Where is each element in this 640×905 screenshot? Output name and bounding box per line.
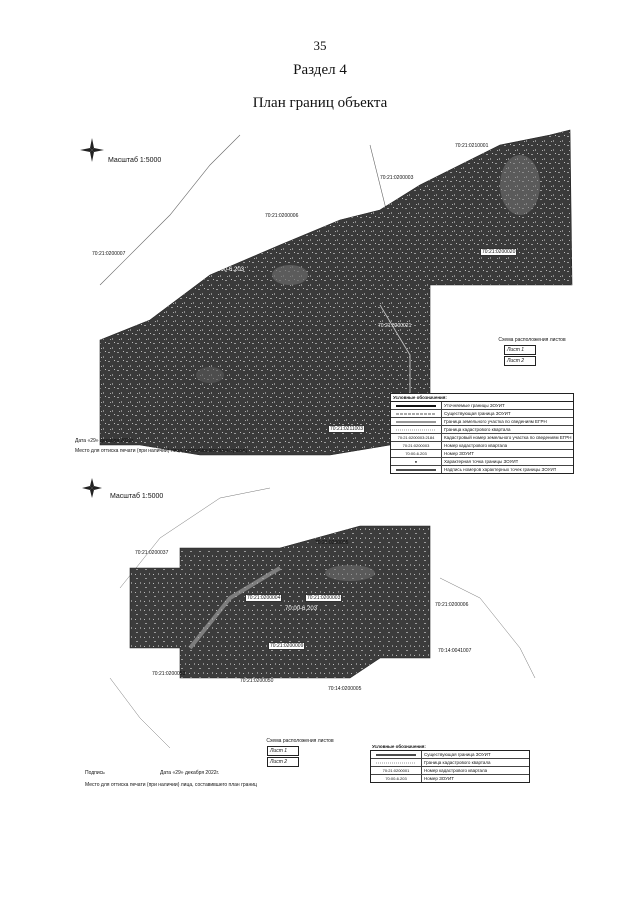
- parcel-label: 70:21:0200021: [378, 323, 412, 329]
- parcel-label: 70:21:0200003: [380, 175, 414, 181]
- parcel-label: 70:21:0200004: [247, 595, 281, 601]
- parcel-label: 70:21:0211003: [330, 426, 363, 432]
- boundary-line: [440, 578, 535, 678]
- legend-row: ● Характерная точка границы ЗОУИТ: [391, 458, 573, 466]
- object-territory: [130, 526, 430, 678]
- legend-row: 70:21:0200003:2184 Кадастровый номер земельного участка по сведениям ЕГРН: [391, 434, 573, 442]
- parcel-label: 70:14:0200005: [328, 686, 362, 692]
- section-title: Раздел 4: [293, 62, 347, 78]
- page-number: 35: [313, 38, 327, 53]
- north-arrow-icon: [80, 138, 104, 162]
- legend-row: Надпись номеров характерных точек границы ЗОУИТ: [391, 466, 573, 473]
- parcel-label: 70:21:0200050: [240, 678, 274, 684]
- map-sheet-1: [75, 125, 575, 472]
- legend-row: Существующая граница ЗОУИТ: [371, 751, 529, 759]
- legend-title: Условные обозначения:: [391, 394, 573, 402]
- scheme-title: Схема расположения листов: [266, 738, 334, 744]
- legend-title: Условные обозначения:: [372, 744, 426, 749]
- legend-row: 70:00-6.203 Номер ЗОУИТ: [391, 450, 573, 458]
- sign-label: Подпись: [85, 770, 105, 776]
- sign-date: Дата «29» декабря 2022г.: [160, 770, 220, 776]
- parcel-label: 70:21:0200020: [482, 249, 516, 255]
- legend-row: 70:21:0200003 Номер кадастрового квартала: [391, 442, 573, 450]
- legend-row: Граница земельного участка по сведениям ЕГРН: [391, 418, 573, 426]
- parcel-label: 70:21:0200003: [307, 595, 341, 601]
- parcel-label: 70:21:0200005: [315, 540, 349, 546]
- scheme-title: Схема расположения листов: [498, 337, 566, 343]
- scale-label: Масштаб 1:5000: [108, 157, 162, 164]
- legend-row: 70:00-6.203 Номер ЗОУИТ: [371, 775, 529, 782]
- scheme-sheet: Лист 1: [267, 746, 299, 756]
- scheme-sheet: Лист 1: [504, 345, 536, 355]
- sheet-scheme: [255, 738, 345, 768]
- object-number: 70:00-6.203: [212, 267, 245, 273]
- boundary-line: [110, 678, 170, 748]
- doc-title: План границ объекта: [252, 95, 388, 111]
- legend-row: 70:21:0200001 Номер кадастрового квартала: [371, 767, 529, 775]
- object-number: 70:00-6.203: [285, 606, 318, 612]
- north-arrow-icon: [82, 478, 102, 498]
- parcel-label: 70:21:0200006: [265, 213, 299, 219]
- parcel-label: 70:21:0200009: [270, 643, 304, 649]
- parcel-label: 70:21:0210001: [455, 143, 489, 149]
- parcel-label: 70:21:0200007: [92, 251, 126, 257]
- legend-row: Граница кадастрового квартала: [391, 426, 573, 434]
- scheme-sheet: Лист 2: [504, 356, 536, 366]
- parcel-label: 70:21:0200053: [152, 671, 186, 677]
- legend-row: Уточняемые границы ЗОУИТ: [391, 402, 573, 410]
- sign-date: Дата «29» декабря 2022г.: [75, 438, 135, 444]
- sign-place: Место для оттиска печати (при наличии) лица, составившего план границ: [85, 782, 257, 788]
- legend-row: Существующая граница ЗОУИТ: [391, 410, 573, 418]
- scheme-sheet: Лист 2: [267, 757, 299, 767]
- sheet-scheme: [492, 337, 572, 367]
- scale-label: Масштаб 1:5000: [110, 493, 164, 500]
- parcel-label: 70:21:0200006: [435, 602, 469, 608]
- parcel-label: 70:21:0200037: [135, 550, 169, 556]
- legend: [390, 393, 574, 474]
- map-sheet-2: [80, 478, 540, 808]
- legend-row: Граница кадастрового квартала: [371, 759, 529, 767]
- legend: [370, 743, 530, 783]
- parcel-label: 70:14:0041007: [438, 648, 472, 654]
- sign-place: Место для оттиска печати (при наличии) лица, составившего план границ: [75, 448, 247, 454]
